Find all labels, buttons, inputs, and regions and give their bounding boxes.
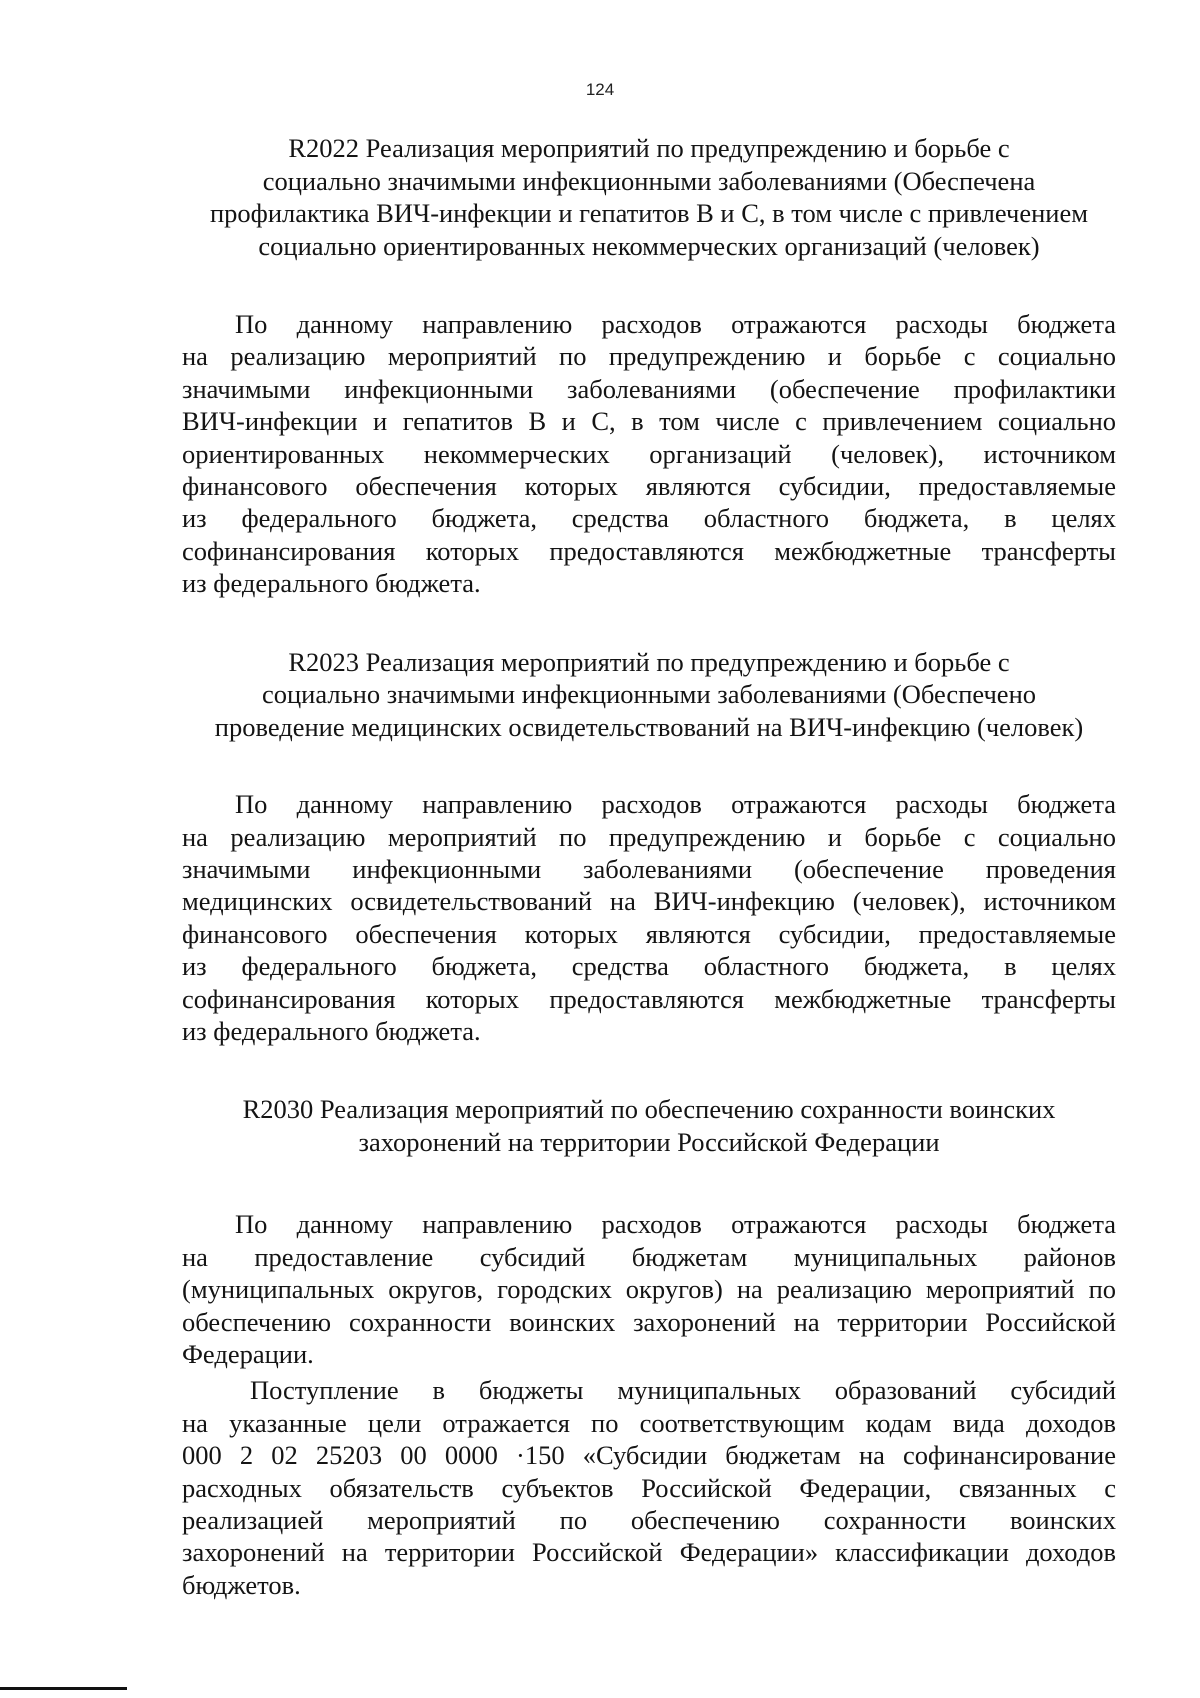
paragraph-line: ориентированных некоммерческих организаций (человек), источником xyxy=(182,438,1116,469)
paragraph-line: финансового обеспечения которых являются субсидии, предоставляемые xyxy=(182,471,1116,502)
document-body xyxy=(182,132,1116,1601)
paragraph-line: 000 2 02 25203 00 0000 ·150 «Субсидии бюджетам на софинансирование xyxy=(182,1440,1116,1471)
paragraph-line: из федерального бюджета. xyxy=(182,568,481,599)
section-paragraph-r2023 xyxy=(182,788,1116,1047)
paragraph-line: Федерации. xyxy=(182,1339,314,1370)
paragraph-line: По данному направлению расходов отражаются расходы бюджета xyxy=(235,309,1116,339)
paragraph-line: обеспечению сохранности воинских захоронений на территории Российской xyxy=(182,1306,1116,1337)
paragraph-line: на указанные цели отражается по соответствующим кодам вида доходов xyxy=(182,1407,1116,1438)
page-number: 124 xyxy=(585,80,615,99)
paragraph-line: значимыми инфекционными заболеваниями (обеспечение профилактики xyxy=(182,373,1116,404)
section-paragraph-r2022 xyxy=(182,308,1116,600)
heading-line: проведение медицинских освидетельствований на ВИЧ-инфекцию (человек) xyxy=(214,711,1084,742)
section-paragraph-r2030 xyxy=(182,1208,1116,1370)
paragraph-line: бюджетов. xyxy=(182,1569,301,1600)
paragraph-line: ВИЧ-инфекции и гепатитов В и С, в том числе с привлечением социально xyxy=(182,406,1116,437)
paragraph-line: Поступление в бюджеты муниципальных образований субсидий xyxy=(250,1375,1116,1406)
paragraph-line: из федерального бюджета, средства областного бюджета, в целях xyxy=(182,503,1116,534)
heading-line: социально ориентированных некоммерческих организаций (человек) xyxy=(258,230,1040,261)
paragraph-line: на реализацию мероприятий по предупреждению и борьбе с социально xyxy=(182,341,1116,372)
paragraph-line: реализацией мероприятий по обеспечению сохранности воинских xyxy=(182,1505,1116,1536)
paragraph-line: значимыми инфекционными заболеваниями (обеспечение проведения xyxy=(182,853,1116,884)
heading-line: R2030 Реализация мероприятий по обеспечению сохранности воинских xyxy=(242,1094,1056,1125)
paragraph-line: из федерального бюджета. xyxy=(182,1016,481,1046)
heading-line: R2022 Реализация мероприятий по предупреждению и борьбе с xyxy=(288,133,1010,163)
paragraph-line: софинансирования которых предоставляются межбюджетные трансферты xyxy=(182,983,1116,1014)
paragraph-line: медицинских освидетельствований на ВИЧ-инфекцию (человек), источником xyxy=(182,886,1116,917)
paragraph-line: на предоставление субсидий бюджетам муниципальных районов xyxy=(182,1241,1116,1272)
heading-line: социально значимыми инфекционными заболеваниями (Обеспечено xyxy=(261,679,1036,710)
heading-line: профилактика ВИЧ-инфекции и гепатитов В и С, в том числе с привлечением xyxy=(210,198,1088,228)
paragraph-line: финансового обеспечения которых являются субсидии, предоставляемые xyxy=(182,918,1116,949)
paragraph-line: расходных обязательств субъектов Российской Федерации, связанных с xyxy=(182,1472,1116,1503)
paragraph-line: софинансирования которых предоставляются межбюджетные трансферты xyxy=(182,535,1116,566)
paragraph-line: на реализацию мероприятий по предупреждению и борьбе с социально xyxy=(182,821,1116,852)
heading-line: социально значимыми инфекционными заболеваниями (Обеспечена xyxy=(262,165,1036,196)
section-heading-r2023 xyxy=(182,646,1116,744)
section-paragraph-r2030-revenue xyxy=(182,1374,1116,1601)
section-heading-r2022 xyxy=(182,132,1116,262)
heading-line: R2023 Реализация мероприятий по предупреждению и борьбе с xyxy=(288,646,1010,677)
paragraph-line: (муниципальных округов, городских округов) на реализацию мероприятий по xyxy=(182,1274,1116,1305)
scan-edge-mark xyxy=(0,1687,127,1690)
section-heading-r2030 xyxy=(182,1093,1116,1158)
paragraph-line: из федерального бюджета, средства областного бюджета, в целях xyxy=(182,951,1116,982)
heading-line: захоронений на территории Российской Федерации xyxy=(358,1126,940,1157)
paragraph-line: По данному направлению расходов отражаются расходы бюджета xyxy=(235,789,1116,820)
paragraph-line: По данному направлению расходов отражаются расходы бюджета xyxy=(235,1209,1116,1240)
paragraph-line: захоронений на территории Российской Федерации» классификации доходов xyxy=(182,1537,1116,1568)
